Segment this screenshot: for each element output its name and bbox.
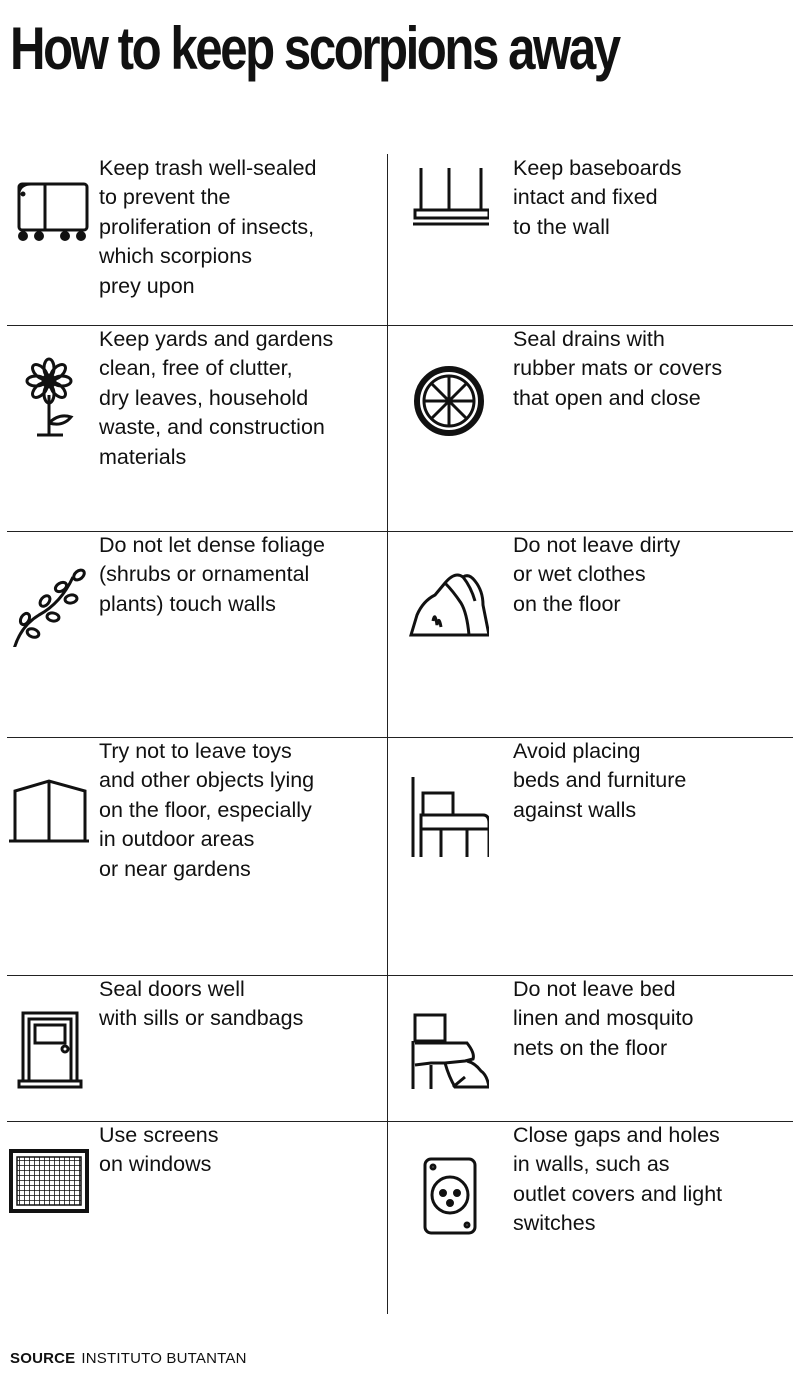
tips-row <box>7 975 793 1122</box>
tip-cell <box>407 325 800 531</box>
tip-cell <box>7 531 400 737</box>
tip-text: Avoid placing beds and furniture against walls <box>513 739 687 822</box>
tip-text: Do not leave dirty or wet clothes on the floor <box>513 533 681 616</box>
source-text: INSTITUTO BUTANTAN <box>81 1350 247 1367</box>
outlet-icon <box>409 1155 489 1235</box>
box-icon <box>9 775 89 855</box>
tip-text: Do not let dense foliage (shrubs or ornamental plants) touch walls <box>99 533 325 616</box>
bed-icon <box>409 777 489 857</box>
tip-text: Seal doors well with sills or sandbags <box>99 977 304 1031</box>
baseboard-icon <box>409 162 489 242</box>
tips-row <box>7 1121 793 1314</box>
tip-text: Do not leave bed linen and mosquito nets on the floor <box>513 977 694 1060</box>
tips-row <box>7 325 793 532</box>
tip-cell <box>407 737 800 975</box>
tip-cell <box>7 737 400 975</box>
flower-icon <box>9 357 89 437</box>
tip-text: Keep yards and gardens clean, free of clutter, dry leaves, household waste, and construction materials <box>99 327 334 469</box>
tips-row <box>7 154 793 326</box>
tip-text: Close gaps and holes in walls, such as outlet covers and light switches <box>513 1123 723 1236</box>
door-icon <box>9 1009 89 1089</box>
clothes-pile-icon <box>409 561 489 641</box>
vine-icon <box>9 567 89 647</box>
tip-cell <box>407 154 800 325</box>
window-screen-icon <box>9 1145 89 1225</box>
tip-cell <box>407 1121 800 1314</box>
source-credit <box>10 1350 247 1367</box>
tip-cell <box>7 325 400 531</box>
tip-text: Keep baseboards intact and fixed to the wall <box>513 156 682 239</box>
tip-cell <box>7 1121 400 1314</box>
tip-cell <box>7 154 400 325</box>
tip-cell <box>7 975 400 1121</box>
tip-text: Try not to leave toys and other objects lying on the floor, especially in outdoor areas or near gardens <box>99 739 315 881</box>
page-title: How to keep scorpions away <box>10 15 619 82</box>
tip-cell <box>407 531 800 737</box>
tip-text: Seal drains with rubber mats or covers that open and close <box>513 327 723 410</box>
tip-cell <box>407 975 800 1121</box>
tip-text: Use screens on windows <box>99 1123 219 1177</box>
tips-row <box>7 737 793 976</box>
bed-linen-icon <box>409 1013 489 1093</box>
trash-bin-icon <box>9 166 89 246</box>
tip-text: Keep trash well-sealed to prevent the proliferation of insects, which scorpions prey upon <box>99 156 317 298</box>
drain-icon <box>409 361 489 441</box>
tips-row <box>7 531 793 738</box>
source-label: SOURCE <box>10 1350 76 1367</box>
